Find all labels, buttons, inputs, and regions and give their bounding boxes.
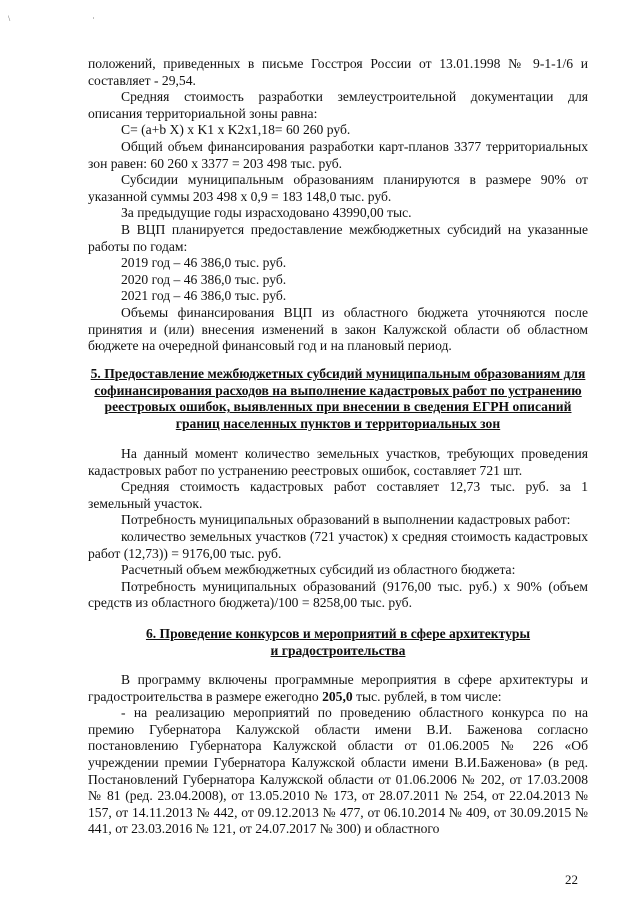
intro-text-end: тыс. рублей, в том числе: xyxy=(352,688,502,704)
top-text-block xyxy=(88,56,588,355)
section-6 xyxy=(88,626,588,659)
section-5-heading: 5. Предоставление межбюджетных субсидий муниципальным образованиям для софинансирования расходов на выполнение кадастровых работ по устранению реестровых ошибок, выявленных при внесении в сведения ЕГРН описаний границ населенных пунктов и территориальных зон xyxy=(90,366,586,431)
list-item: - на реализацию мероприятий по проведению областного конкурса по на премию Губернатора Калужской области имени В.И. Баженова согласно постановлению Губернатора Калужской области от 01.06.2005 № 226 «Об учреждении премии Губернатора Калужской области имени В.И.Баженова» (в ред. Постановлений Губернатора Калужской области от 01.06.2006 № 202, от 17.03.2008 № 81 (ред. 23.04.2008), от 13.05.2010 № 173, от 28.07.2011 № 254, от 22.04.2013 № 157, от 14.11.2013 № 442, от 09.12.2013 № 477, от 06.10.2014 № 409, от 30.09.2015 № 441, от 23.03.2016 № 121, от 24.07.2017 № 300) и областного xyxy=(88,705,588,837)
paragraph: На данный момент количество земельных участков, требующих проведения кадастровых работ по устранению реестровых ошибок, составляет 721 шт. xyxy=(88,446,588,478)
paragraph xyxy=(88,672,588,705)
page-number: 22 xyxy=(565,872,578,887)
paragraph: Средняя стоимость кадастровых работ составляет 12,73 тыс. руб. за 1 земельный участок. xyxy=(88,479,588,511)
paragraph: Расчетный объем межбюджетных субсидий из областного бюджета: xyxy=(121,562,516,578)
paragraph: Общий объем финансирования разработки карт-планов 3377 территориальных зон равен: 60 260 х 3377 = 203 498 тыс. руб. xyxy=(88,138,588,171)
section-5-body xyxy=(88,446,588,612)
formula: С= (a+b X) x K1 x K2x1,18= 60 260 руб. xyxy=(121,122,351,138)
paragraph: В ВЦП планируется предоставление межбюджетных субсидий на указанные работы по годам: xyxy=(88,221,588,254)
section-6-body xyxy=(88,672,588,838)
year-line: 2020 год – 46 386,0 тыс. руб. xyxy=(121,271,287,287)
intro-amount: 205,0 xyxy=(322,688,353,704)
paragraph: За предыдущие годы израсходовано 43990,00 тыс. xyxy=(121,205,412,221)
paragraph: количество земельных участков (721 участок) х средняя стоимость кадастровых работ (12,73)) = 9176,00 тыс. руб. xyxy=(88,528,588,561)
paragraph: Потребность муниципальных образований в выполнении кадастровых работ: xyxy=(121,512,571,528)
paragraph: Объемы финансирования ВЦП из областного бюджета уточняются после принятия и (или) внесения изменений в закон Калужской области об областном бюджете на очередной финансовый год и на плановый период. xyxy=(88,304,588,354)
year-line: 2019 год – 46 386,0 тыс. руб. xyxy=(121,255,287,271)
year-line: 2021 год – 46 386,0 тыс. руб. xyxy=(121,288,287,304)
scan-marks: \ · xyxy=(8,14,135,23)
section-5 xyxy=(88,366,588,432)
paragraph: Субсидии муниципальным образованиям планируются в размере 90% от указанной суммы 203 498 х 0,9 = 183 148,0 тыс. руб. xyxy=(88,172,588,204)
section-6-heading-line2: и градостроительства xyxy=(270,642,406,658)
paragraph: Потребность муниципальных образований (9176,00 тыс. руб.) х 90% (объем средств из областного бюджета)/100 = 8258,00 тыс. руб. xyxy=(88,578,588,611)
paragraph: положений, приведенных в письме Госстроя России от 13.01.1998 № 9-1-1/6 и составляет - 29,54. xyxy=(88,56,588,88)
section-6-heading-line1: 6. Проведение конкурсов и мероприятий в сфере архитектуры xyxy=(145,626,531,641)
intro-text: В программу включены программные мероприятия в сфере архитектуры и градостроительства в размере ежегодно xyxy=(88,672,588,704)
paragraph: Средняя стоимость разработки землеустроительной документации для описания территориальной зоны равна: xyxy=(88,89,588,121)
